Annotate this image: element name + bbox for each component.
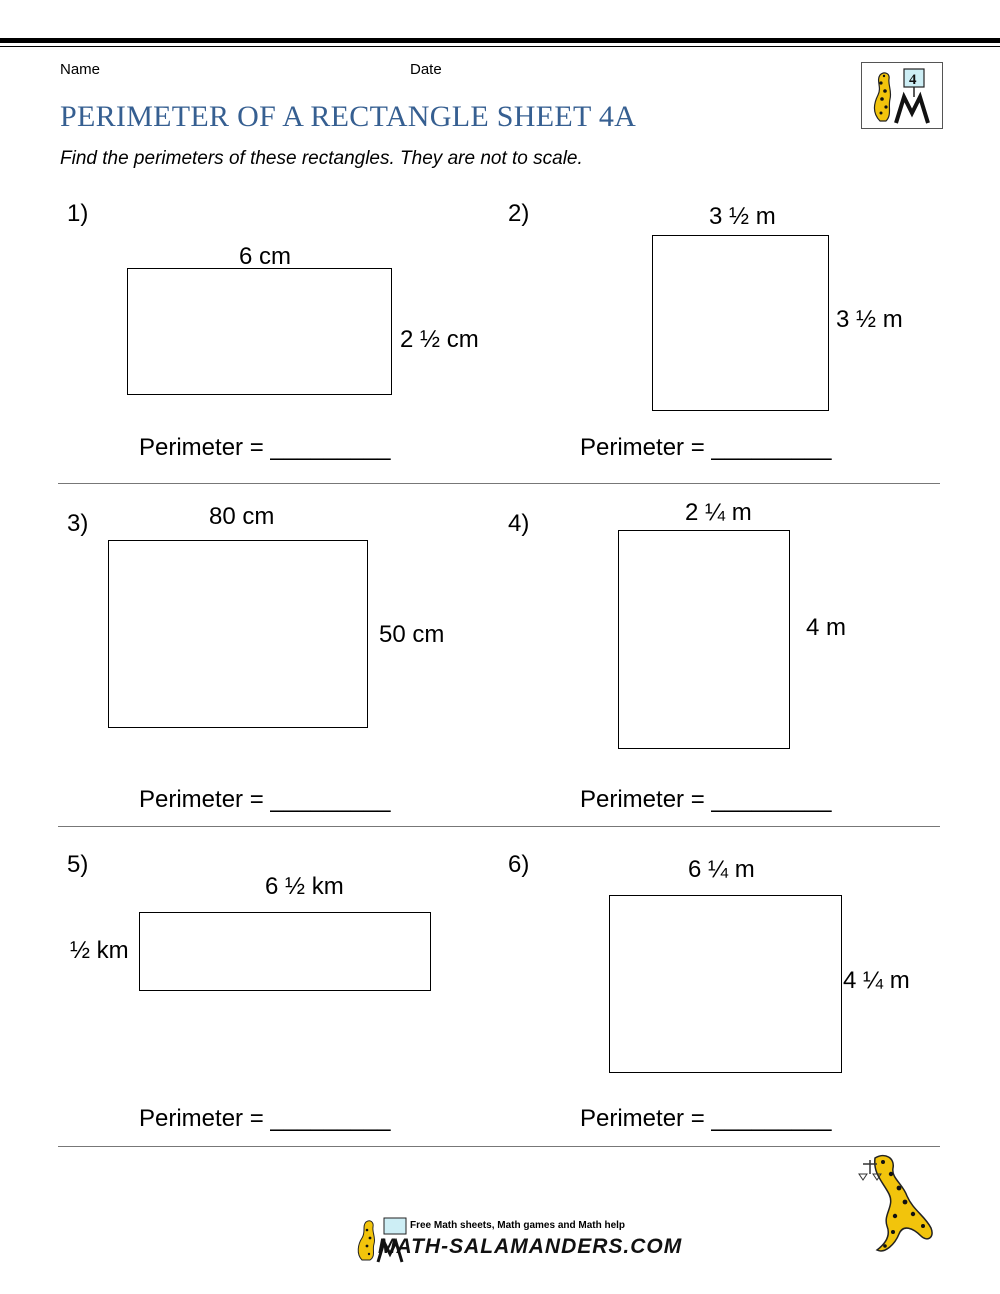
- row-separator-2: [58, 826, 940, 827]
- problem-5-rectangle: [139, 912, 431, 991]
- problem-4-side-dimension: 4 m: [806, 614, 847, 641]
- row-separator-1: [58, 483, 940, 484]
- problem-3-side-dimension: 50 cm: [379, 621, 445, 648]
- name-label: Name: [60, 61, 101, 78]
- problem-3-top-dimension: 80 cm: [209, 503, 275, 530]
- grade-badge: [861, 62, 943, 129]
- problem-1-top-dimension: 6 cm: [239, 243, 292, 270]
- date-label: Date: [410, 61, 442, 78]
- problem-4-top-dimension: 2 ¼ m: [685, 499, 752, 526]
- problem-2-side-dimension: 3 ½ m: [836, 306, 903, 333]
- top-rule-thick: [0, 38, 1000, 43]
- problem-3-rectangle: [108, 540, 368, 728]
- problem-3-number: 3): [67, 510, 89, 537]
- problem-6-side-dimension: 4 ¼ m: [843, 967, 910, 994]
- problem-2-rectangle: [652, 235, 829, 411]
- problem-5-answer[interactable]: Perimeter = _________: [139, 1105, 391, 1132]
- problem-1-answer[interactable]: Perimeter = _________: [139, 434, 391, 461]
- page-title: PERIMETER OF A RECTANGLE SHEET 4A: [60, 100, 637, 133]
- problem-6-top-dimension: 6 ¼ m: [688, 856, 755, 883]
- problem-5-top-dimension: 6 ½ km: [265, 873, 344, 900]
- problem-5-number: 5): [67, 851, 89, 878]
- footer-tagline: Free Math sheets, Math games and Math help: [410, 1220, 626, 1231]
- problem-2-answer[interactable]: Perimeter = _________: [580, 434, 832, 461]
- problem-1-rectangle: [127, 268, 392, 395]
- problem-4-answer[interactable]: Perimeter = _________: [580, 786, 832, 813]
- problem-2-number: 2): [508, 200, 530, 227]
- instructions: Find the perimeters of these rectangles. They are not to scale.: [60, 148, 583, 169]
- problem-4-rectangle: [618, 530, 790, 749]
- problem-3-answer[interactable]: Perimeter = _________: [139, 786, 391, 813]
- problem-6-rectangle: [609, 895, 842, 1073]
- row-separator-3: [58, 1146, 940, 1147]
- problem-1-side-dimension: 2 ½ cm: [400, 326, 479, 353]
- problem-2-top-dimension: 3 ½ m: [709, 203, 776, 230]
- salamander-mascot-icon: [855, 1150, 945, 1260]
- problem-6-answer[interactable]: Perimeter = _________: [580, 1105, 832, 1132]
- top-rule-thin: [0, 46, 1000, 47]
- problem-1-number: 1): [67, 200, 89, 227]
- problem-6-number: 6): [508, 851, 530, 878]
- svg-text:4: 4: [909, 72, 917, 88]
- footer-brand[interactable]: MATH-SALAMANDERS.COM: [378, 1235, 683, 1258]
- problem-5-side-dimension: ½ km: [70, 937, 129, 964]
- salamander-logo-icon: [862, 63, 942, 128]
- problem-4-number: 4): [508, 510, 530, 537]
